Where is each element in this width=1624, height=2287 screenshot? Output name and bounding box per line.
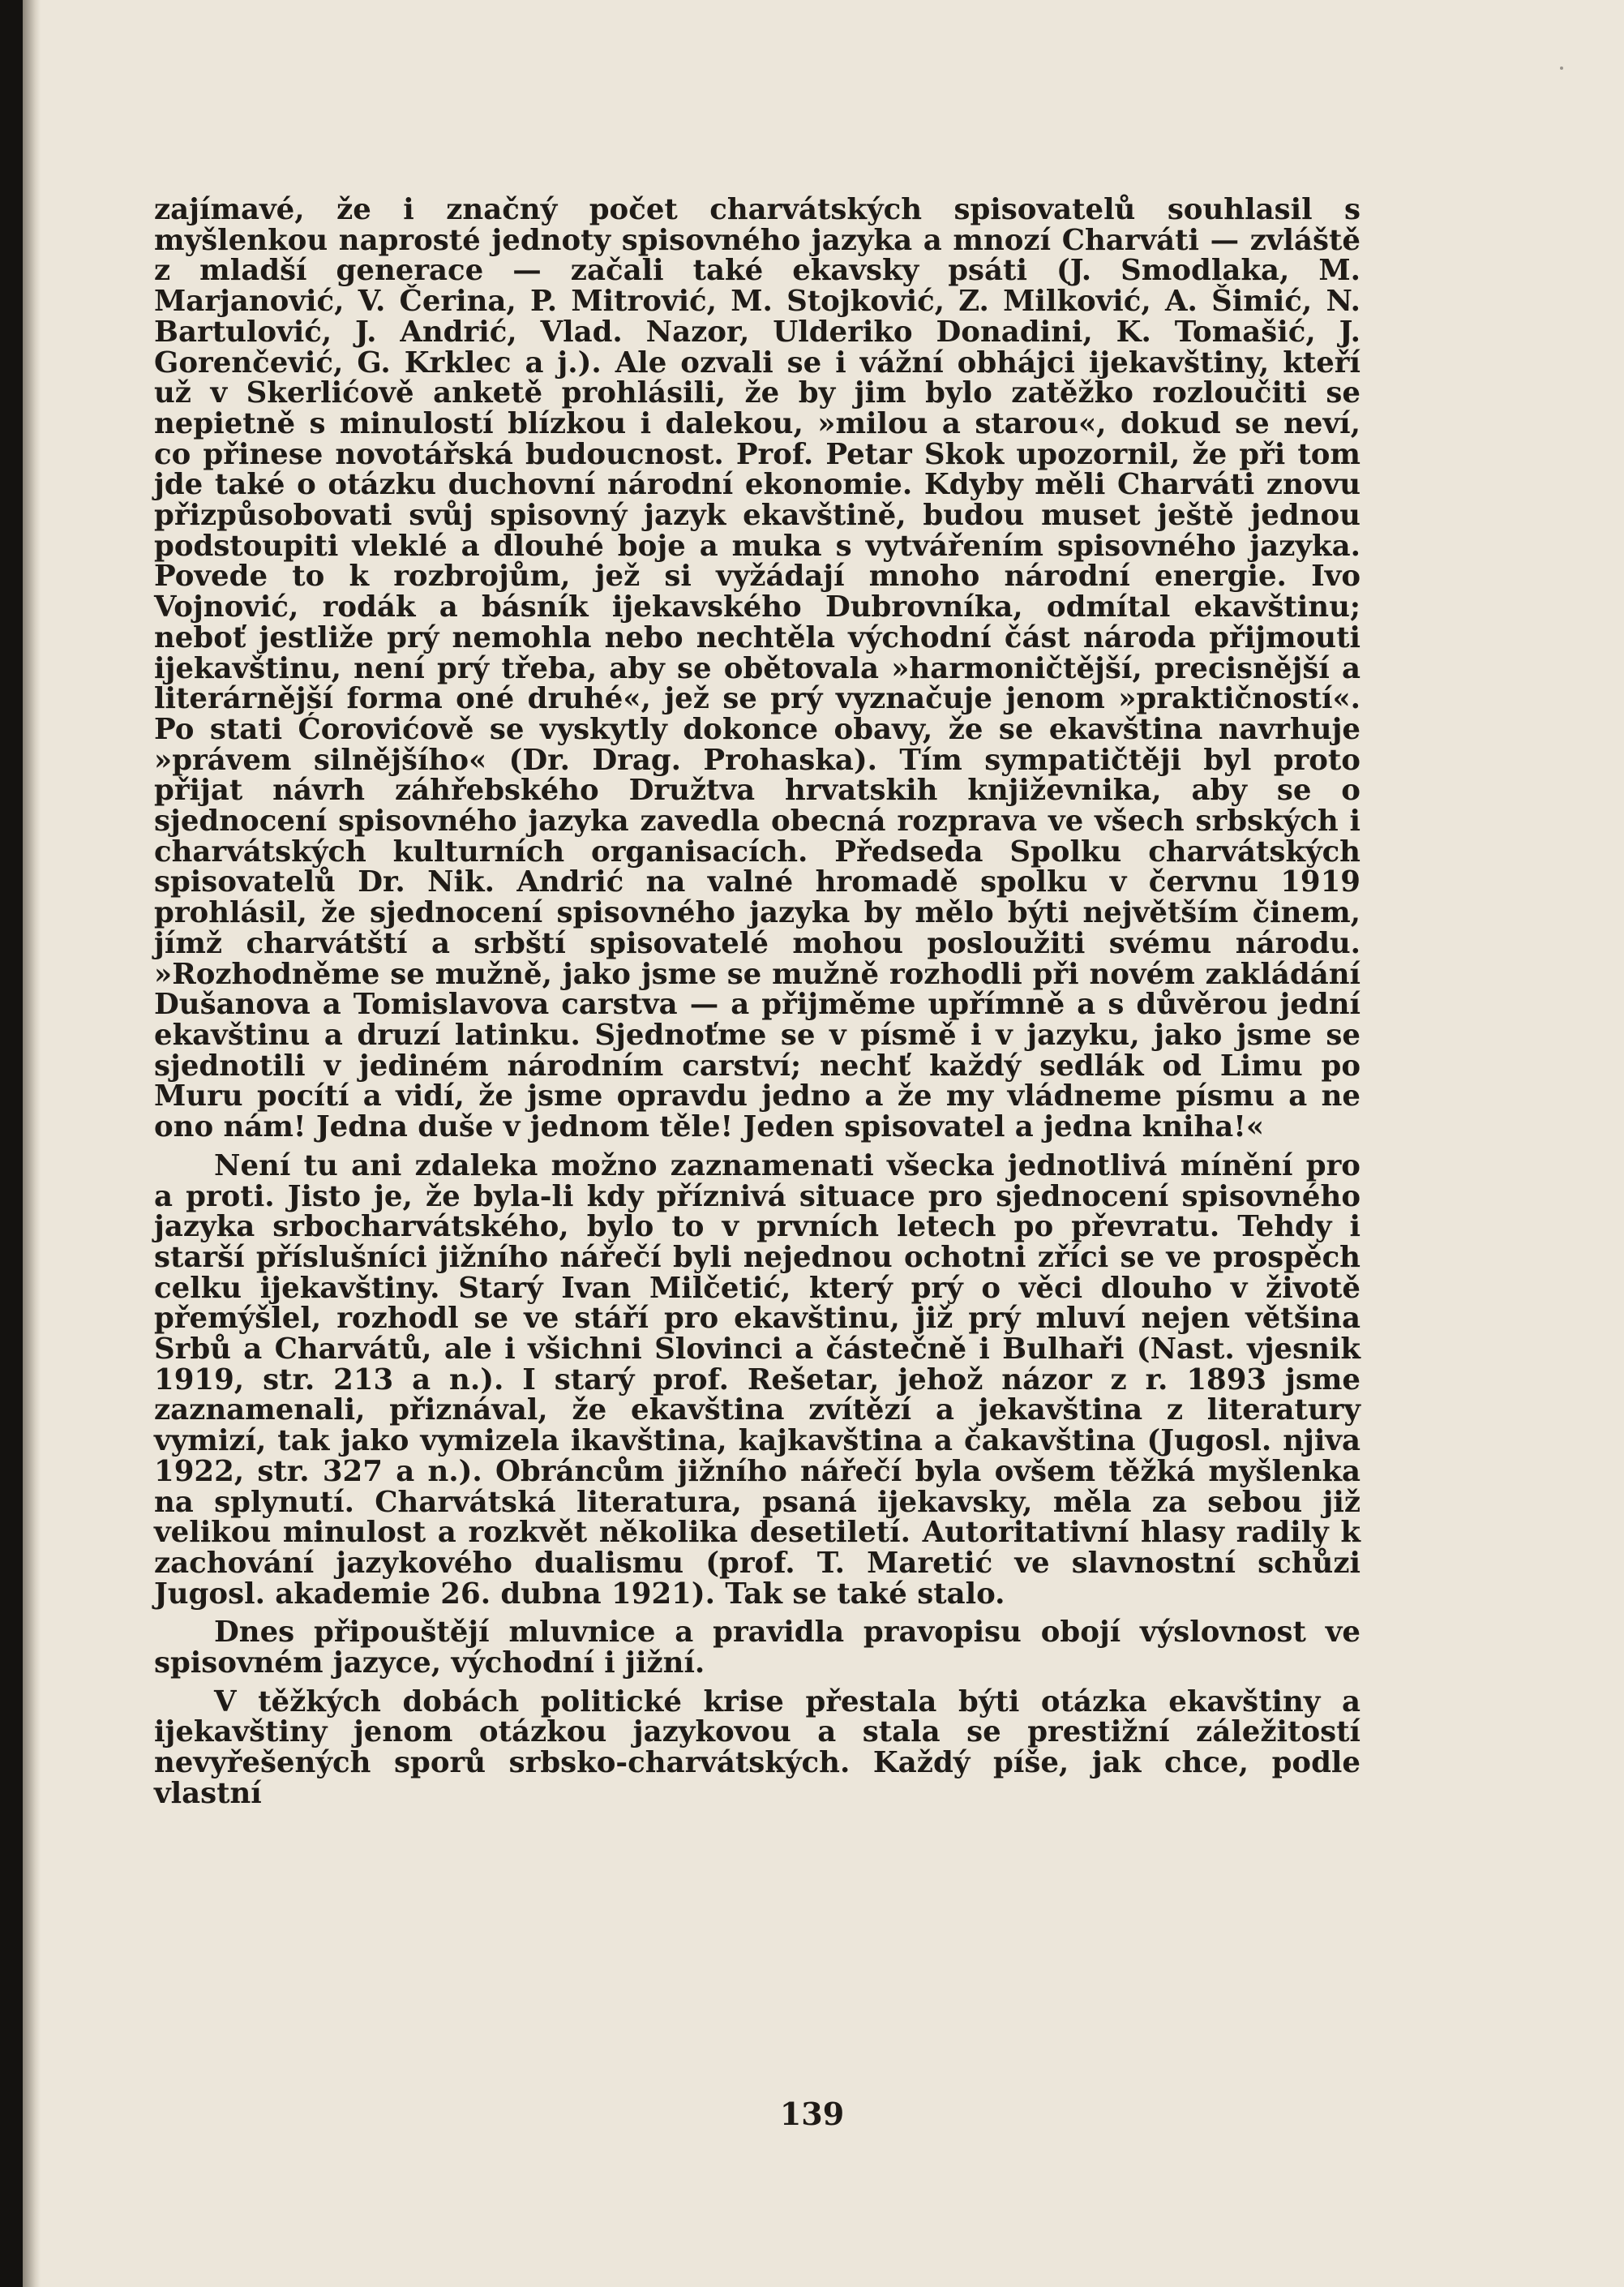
page-number: 139 [779, 2096, 845, 2132]
paragraph-1: zajímavé, že i značný počet charvátských spisovatelů souhlasil s myšlenkou naprosté jednoty spisovného jazyka a mnozí Charváti — zvláště z mladší generace — začali také ekavsky psáti (J. Smodlaka, M. Marjanović, V. Čerina, P. Mitrović, M. Stojković, Z. Milković, A. Šimić, N. Bartulović, J. Andrić, Vlad. Nazor, Ulderiko Donadini, K. Tomašić, J. Gorenčević, G. Krklec a j.). Ale ozvali se i vážní obhájci ijekavštiny, kteří už v Skerlićově anketě prohlásili, že by jim bylo zatěžko rozloučiti se nepietně s minulostí blízkou i dalekou, »milou a starou«, dokud se neví, co přinese novotářská budoucnost. Prof. Petar Skok upozornil, že při tom jde také o otázku duchovní národní ekonomie. Kdyby měli Charváti znovu přizpůsobovati svůj spisovný jazyk ekavštině, budou muset ještě jednou podstoupiti vleklé a dlouhé boje a muka s vytvářením spisovného jazyka. Povede to k rozbrojům, jež si vyžádají mnoho národní energie. Ivo Vojnović, rodák a básník ijekavského Dubrovníka, odmítal ekavštinu; neboť jestliže prý nemohla nebo nechtěla východní část národa přijmouti ijekavštinu, není prý třeba, aby se obětovala »harmoničtější, precisnější a literárnější forma oné druhé«, jež se prý vyznačuje jenom »praktičností«. Po stati Ćorovićově se vyskytly dokonce obavy, že se ekavština navrhuje »právem silnějšího« (Dr. Drag. Prohaska). Tím sympatičtěji byl proto přijat návrh záhřebského Družtva hrvatskih književnika, aby se o sjednocení spisovného jazyka zavedla obecná rozprava ve všech srbských i charvátských kulturních organisacích. Předseda Spolku charvátských spisovatelů Dr. Nik. Andrić na valné hromadě spolku v červnu 1919 prohlásil, že sjednocení spisovného jazyka by mělo býti největším činem, jímž charvátští a srbští spisovatelé mohou posloužiti svému národu. »Rozhodněme se mužně, jako jsme se mužně rozhodli při novém zakládání Dušanova a Tomislavova carstva — a přijměme upřímně a s důvěrou jední ekavštinu a druzí latinku. Sjednoťme se v písmě i v jazyku, jako jsme se sjednotili v jediném národním carství; nechť každý sedlák od Limu po Muru pocítí a vidí, že jsme opravdu jedno a že my vládneme písmu a ne ono nám! Jedna duše v jednom těle! Jeden spisovatel a jedna kniha!« [154, 193, 1360, 1144]
paragraph-4: V těžkých dobách politické krise přestala býti otázka ekavštiny a ijekavštiny jenom otázkou jazykovou a stala se prestižní záležitostí nevyřešených sporů srbsko-charvátských. Každý píše, jak chce, podle vlastní [154, 1684, 1360, 1810]
paragraph-3: Dnes připouštějí mluvnice a pravidla pravopisu obojí výslovnost ve spisovném jazyce, východní i jižní. [154, 1615, 1360, 1680]
paragraph-2: Není tu ani zdaleka možno zaznamenati všecka jednotlivá mínění pro a proti. Jisto je, že byla-li kdy příznivá situace pro sjednocení spisovného jazyka srbocharvátského, bylo to v prvních letech po převratu. Tehdy i starší příslušníci jižního nářečí byli nejednou ochotni zříci se ve prospěch celku ijekavštiny. Starý Ivan Milčetić, který prý o věci dlouho v životě přemýšlel, rozhodl se ve stáří pro ekavštinu, již prý mluví nejen většina Srbů a Charvátů, ale i všichni Slovinci a částečně i Bulhaři (Nast. vjesnik 1919, str. 213 a n.). I starý prof. Rešetar, jehož názor z r. 1893 jsme zaznamenali, přiznával, že ekavština zvítězí a jekavština z literatury vymizí, tak jako vymizela ikavština, kajkavština a čakavština (Jugosl. njiva 1922, str. 327 a n.). Obráncům jižního nářečí byla ovšem těžká myšlenka na splynutí. Charvátská literatura, psaná ijekavsky, měla za sebou již velikou minulost a rozkvět několika desetiletí. Autoritativní hlasy radily k zachování jazykového dualismu (prof. T. Maretić ve slavnostní schůzi Jugosl. akademie 26. dubna 1921). Tak se také stalo. [154, 1148, 1360, 1611]
body-text [154, 195, 1360, 1817]
